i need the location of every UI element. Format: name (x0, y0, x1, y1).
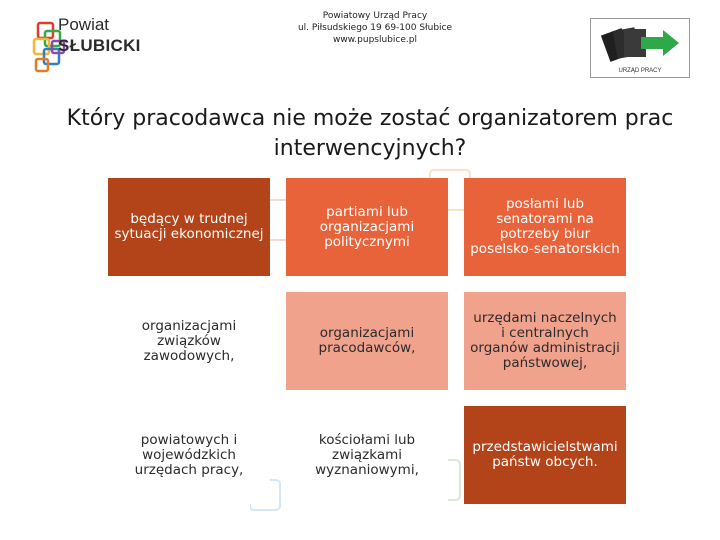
grid-cell-r1c1: będący w trudnej sytuacji ekonomicznej (108, 178, 270, 276)
office-name: Powiatowy Urząd Pracy (322, 11, 428, 21)
office-address: ul. Piłsudskiego 19 69-100 Słubice (297, 23, 453, 33)
page-title: Który pracodawca nie może zostać organizatorem prac interwencyjnych? (66, 106, 674, 161)
urzad-pracy-logo (590, 18, 690, 78)
grid-cell-r2c2: organizacjami pracodawców, (286, 292, 448, 390)
employer-grid (108, 178, 690, 528)
grid-cell-r2c3: urzędami naczelnych i centralnych organów administracji państwowej, (464, 292, 626, 390)
grid-cell-r3c3: przedstawicielstwami państw obcych. (464, 406, 626, 504)
grid-cell-r1c3: posłami lub senatorami na potrzeby biur poselsko-senatorskich (464, 178, 626, 276)
logo-line1: Powiat (58, 15, 110, 34)
urzad-pracy-label: URZĄD PRACY (618, 68, 662, 74)
grid-cell-r1c2: partiami lub organizacjami politycznymi (286, 178, 448, 276)
arrow-cards-icon (591, 21, 689, 67)
logo-line2: SŁUBICKI (58, 36, 141, 55)
grid-cell-r3c2: kościołami lub związkami wyznaniowymi, (286, 406, 448, 504)
grid-cell-r2c1: organizacjami związków zawodowych, (108, 292, 270, 390)
office-info (270, 10, 480, 46)
office-website[interactable]: www.pupslubice.pl (333, 35, 417, 45)
grid-cell-r3c1: powiatowych i wojewódzkich urzędach pracy, (108, 406, 270, 504)
